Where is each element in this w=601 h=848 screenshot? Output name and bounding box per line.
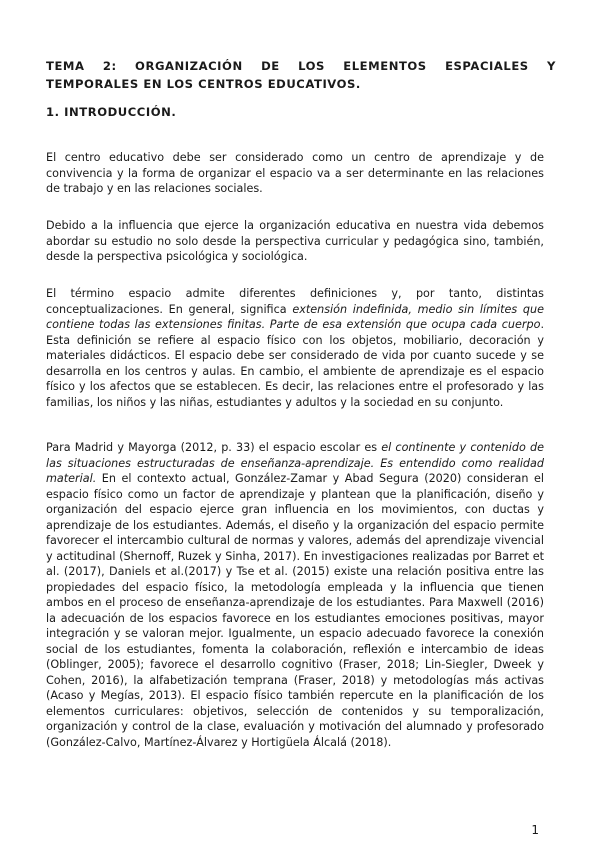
paragraph-centro-educativo: El centro educativo debe ser considerado como un centro de aprendizaje y de convivencia y la forma de organizar el espacio va a ser determinante en las relaciones de trabajo y en las relaciones sociales. bbox=[46, 151, 544, 195]
section-heading-introduccion: 1. INTRODUCCIÓN. bbox=[46, 105, 177, 119]
paragraph-influencia-organizacion: Debido a la influencia que ejerce la organización educativa en nuestra vida debemos abordar su estudio no solo desde la perspectiva curricular y pedagógica sino, también, desde la perspectiva psicológica y sociológica. bbox=[46, 219, 544, 263]
page-number: 1 bbox=[531, 823, 539, 837]
paragraph-espacio-escolar bbox=[46, 440, 544, 750]
paragraph-text: El término espacio admite diferentes definiciones y, por tanto, distintas conceptualizaciones. En general, significa bbox=[46, 287, 544, 316]
paragraph-text: . Esta definición se refiere al espacio físico con los objetos, mobiliario, decoración y materiales didácticos. El espacio debe ser considerado de vida por cuanto sucede y se desarrolla en los centros y aulas. En cambio, el ambiente de aprendizaje es el espacio físico y los afectos que se establecen. Es decir, las relaciones entre el profesorado y las familias, los niños y las niñas, estudiantes y adultos y la sociedad en su conjunto. bbox=[46, 318, 544, 409]
definition-quote: el continente y contenido de las situaciones estructuradas de enseñanza-aprendizaje. Es entendido como realidad material. bbox=[46, 441, 544, 485]
paragraph-termino-espacio bbox=[46, 286, 544, 410]
paragraph-text: Para Madrid y Mayorga (2012, p. 33) el espacio escolar es bbox=[46, 441, 382, 454]
paragraph-text: En el contexto actual, González-Zamar y Abad Segura (2020) consideran el espacio físico como un factor de aprendizaje y plantean que la planificación, diseño y organización del espacio ejerce gran influencia en los movimientos, con ductas y aprendizaje de los estudiantes. Además, el diseño y la organización del espacio permite favorecer el intercambio cultural de normas y valores, además del aprendizaje vivencial y actitudinal (Shernoff, Ruzek y Sinha, 2017). En investigaciones realizadas por Barret et al. (2017), Daniels et al.(2017) y Tse et al. (2015) existe una relación positiva entre las propiedades del espacio físico, la metodología empleada y la influencia que tienen ambos en el proceso de enseñanza-aprendizaje de los estudiantes. Para Maxwell (2016) la adecuación de los espacios favorece en los estudiantes emociones positivas, mayor integración y se valoran mejor. Igualmente, un espacio adecuado favorece la conexión social de los estudiantes, fomenta la colaboración, reflexión e intercambio de ideas (Oblinger, 2005); favorece el desarrollo cognitivo (Fraser, 2018; Lin-Siegler, Dweek y Cohen, 2016), la alfabetización temprana (Fraser, 2018) y metodologías más activas (Acaso y Megías, 2013). El espacio físico también repercute en la planificación de los elementos curriculares: objetivos, selección de contenidos y su temporalización, organización y control de la clase, evaluación y motivación del alumnado y profesorado (González-Calvo, Martínez-Álvarez y Hortigüela Álcalá (2018). bbox=[46, 472, 544, 749]
definition-quote: extensión indefinida, medio sin límites que contiene todas las extensiones finitas. Parte de esa extensión que ocupa cada cuerpo bbox=[46, 302, 544, 331]
document-title: TEMA 2: ORGANIZACIÓN DE LOS ELEMENTOS ESPACIALES Y TEMPORALES EN LOS CENTROS EDUCATIVOS. bbox=[46, 59, 556, 91]
